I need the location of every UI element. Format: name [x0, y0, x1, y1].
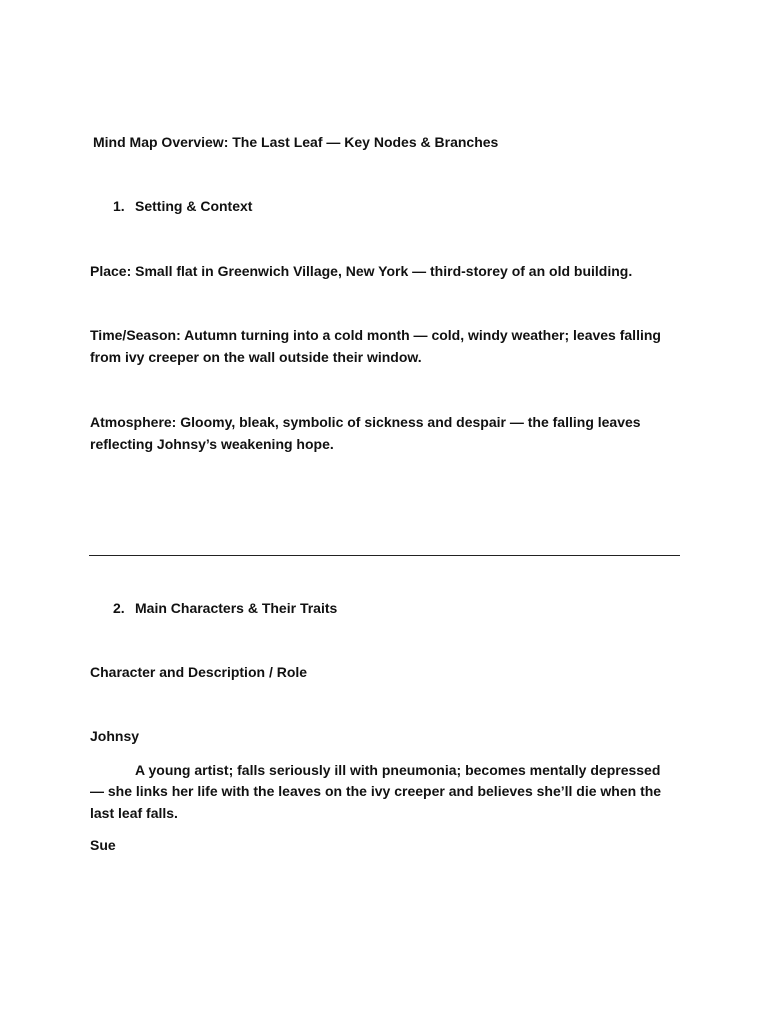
section-2-title: Main Characters & Their Traits — [135, 600, 338, 616]
horizontal-divider — [89, 555, 680, 556]
section-1-number: 1. — [113, 198, 125, 214]
character-name-johnsy: Johnsy — [90, 728, 140, 744]
atmosphere-line-2: reflecting Johnsy’s weakening hope. — [90, 436, 334, 452]
section-1-heading — [113, 195, 713, 217]
section-1-title: Setting & Context — [135, 198, 253, 214]
johnsy-description-line-1 — [90, 759, 690, 781]
johnsy-description-line-3: last leaf falls. — [90, 805, 178, 821]
section-2-number: 2. — [113, 600, 125, 616]
character-name-sue: Sue — [90, 837, 116, 853]
atmosphere-line-1: Atmosphere: Gloomy, bleak, symbolic of sickness and despair — the falling leaves — [90, 414, 641, 430]
place-text: Place: Small flat in Greenwich Village, New York — third-storey of an old building. — [90, 263, 633, 279]
johnsy-description-line-2: — she links her life with the leaves on the ivy creeper and believes she’ll die when the — [90, 783, 662, 799]
time-season-line-1: Time/Season: Autumn turning into a cold month — cold, windy weather; leaves falling — [90, 327, 661, 343]
section-2-heading — [113, 597, 713, 619]
document-title: Mind Map Overview: The Last Leaf — Key Nodes & Branches — [93, 134, 499, 150]
johnsy-description-text-1: A young artist; falls seriously ill with pneumonia; becomes mentally depressed — [135, 762, 661, 778]
time-season-line-2: from ivy creeper on the wall outside their window. — [90, 349, 422, 365]
character-table-header: Character and Description / Role — [90, 664, 308, 680]
